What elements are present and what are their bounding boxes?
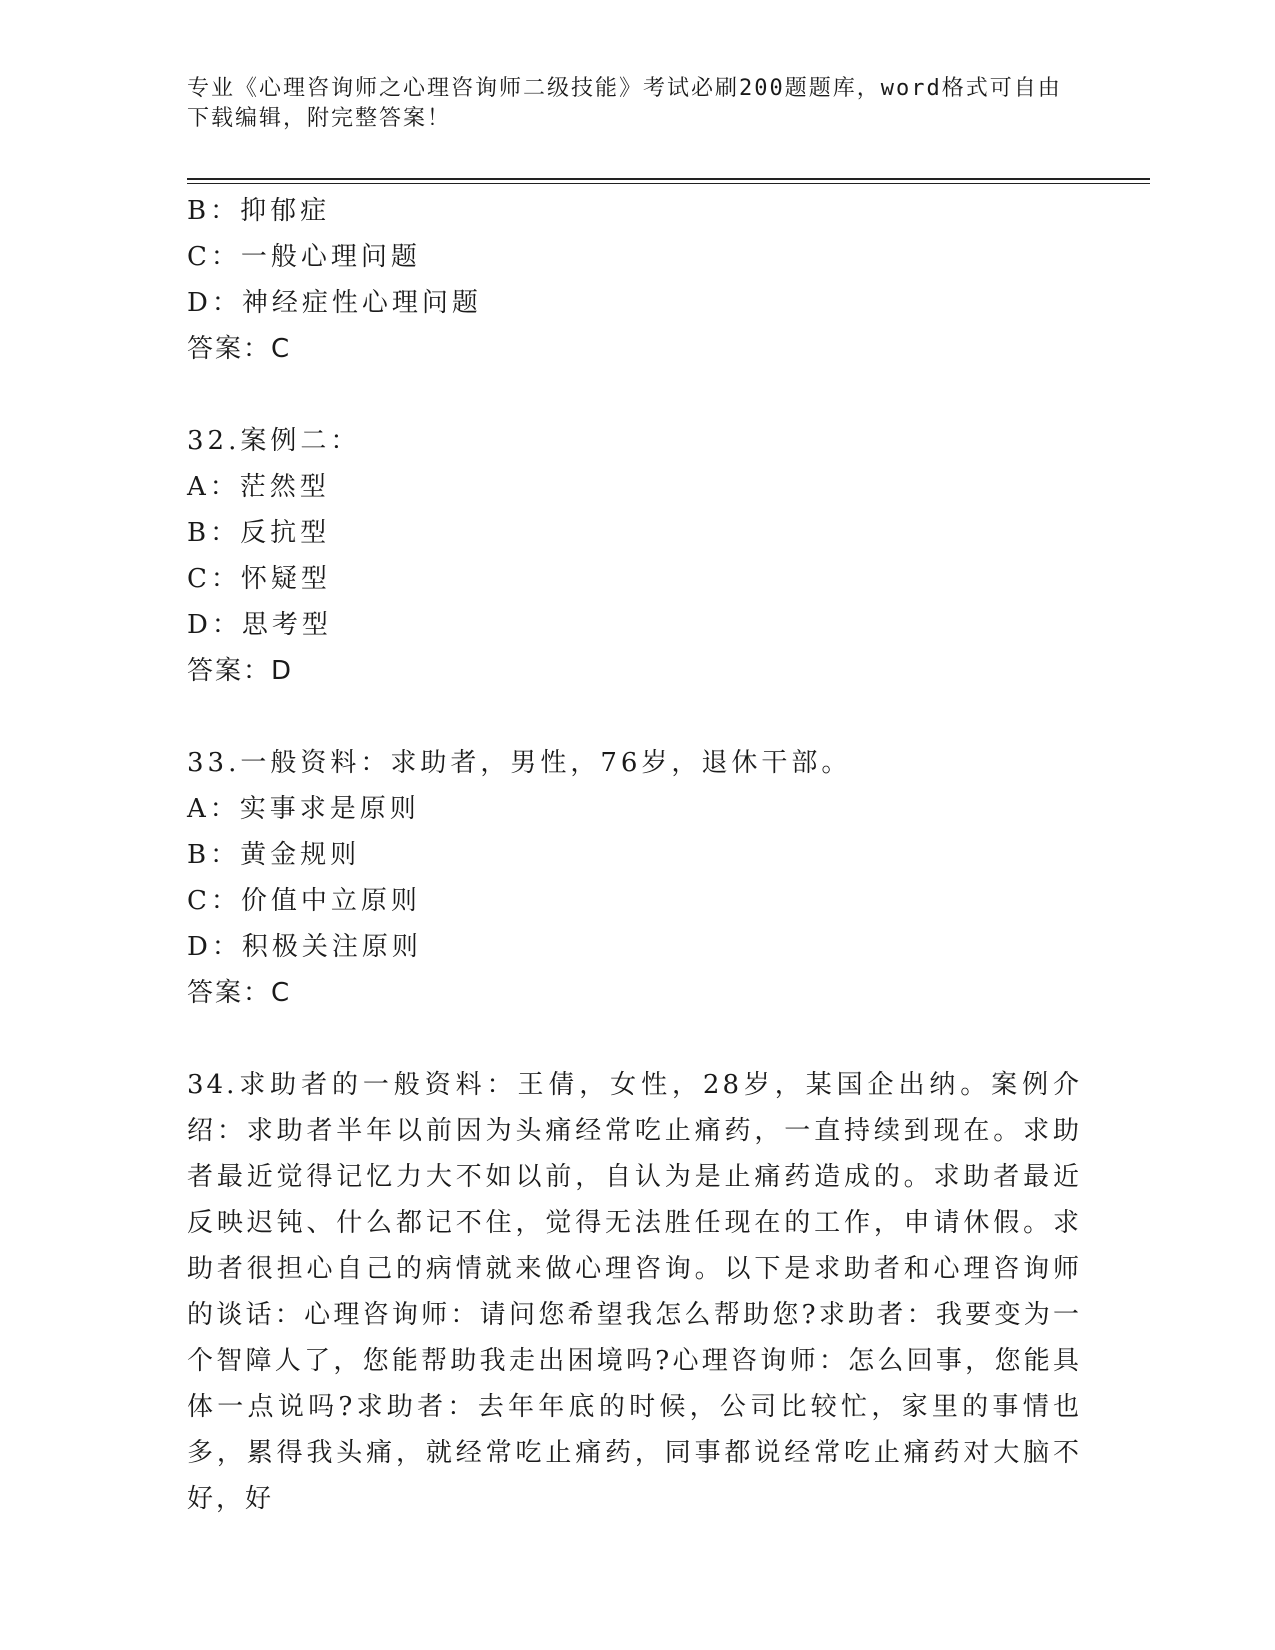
question-32-stem: 32.案例二： xyxy=(187,426,361,456)
question-32-option-c: C：怀疑型 xyxy=(187,564,331,594)
question-list xyxy=(187,188,1087,1522)
question-31-option-b: B：抑郁症 xyxy=(187,196,331,226)
question-31 xyxy=(187,188,1087,372)
question-34-stem: 34.求助者的一般资料：王倩，女性，28岁，某国企出纳。案例介绍：求助者半年以前因为头痛经常吃止痛药，一直持续到现在。求助者最近觉得记忆力大不如以前，自认为是止痛药造成的。求助者最近反映迟钝、什么都记不住，觉得无法胜任现在的工作，申请休假。求助者很担心自己的病情就来做心理咨询。以下是求助者和心理咨询师的谈话：心理咨询师：请问您希望我怎么帮助您?求助者：我要变为一个智障人了，您能帮助我走出困境吗?心理咨询师：怎么回事，您能具体一点说吗?求助者：去年年底的时候，公司比较忙，家里的事情也多，累得我头痛，就经常吃止痛药，同事都说经常吃止痛药对大脑不好，好 xyxy=(187,1070,1082,1514)
question-33-option-b: B：黄金规则 xyxy=(187,840,361,870)
question-33-option-d: D：积极关注原则 xyxy=(187,932,422,962)
spacer xyxy=(187,372,1087,418)
question-32 xyxy=(187,418,1087,694)
spacer xyxy=(187,1016,1087,1062)
question-33-stem: 33.一般资料：求助者，男性，76岁，退休干部。 xyxy=(187,748,852,778)
question-31-answer: 答案：C xyxy=(187,334,292,364)
question-32-option-b: B：反抗型 xyxy=(187,518,331,548)
question-34 xyxy=(187,1062,1087,1522)
question-32-answer: 答案：D xyxy=(187,656,294,686)
question-32-option-a: A：茫然型 xyxy=(187,472,330,502)
question-33-option-c: C：价值中立原则 xyxy=(187,886,421,916)
question-33-option-a: A：实事求是原则 xyxy=(187,794,420,824)
spacer xyxy=(187,694,1087,740)
question-33 xyxy=(187,740,1087,1016)
question-31-option-d: D：神经症性心理问题 xyxy=(187,288,482,318)
question-31-option-c: C：一般心理问题 xyxy=(187,242,421,272)
header-divider-thin xyxy=(187,183,1150,184)
header-divider xyxy=(187,178,1150,180)
document-header: 专业《心理咨询师之心理咨询师二级技能》考试必刷200题题库，word格式可自由下载编辑，附完整答案！ xyxy=(187,76,1062,131)
question-32-option-d: D：思考型 xyxy=(187,610,332,640)
question-33-answer: 答案：C xyxy=(187,978,292,1008)
